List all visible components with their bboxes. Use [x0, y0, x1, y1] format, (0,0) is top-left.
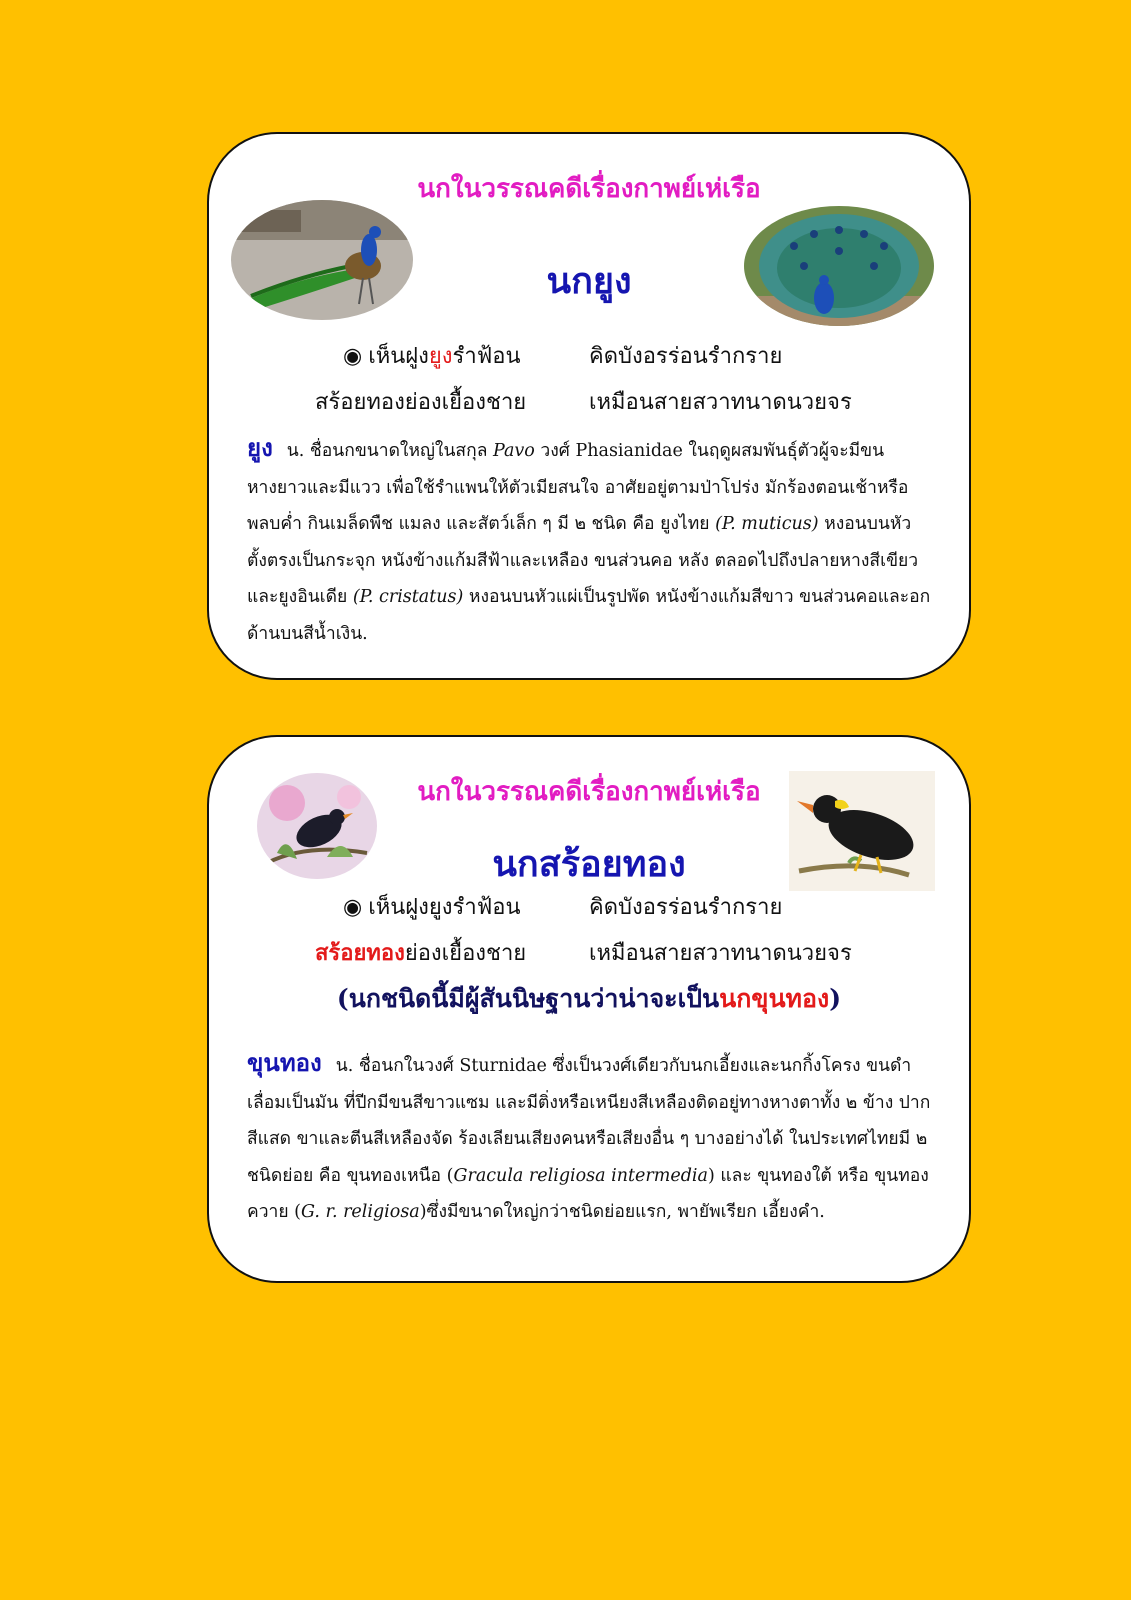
- bird-card-peacock: [207, 132, 971, 680]
- verse-line2-part1: สร้อยทองย่องเยื้องชาย: [315, 940, 527, 966]
- verse-line1-part1: ◉ เห็นฝูงยูงรำฟ้อน: [343, 895, 521, 920]
- bird-name: นกสร้อยทอง: [492, 844, 686, 885]
- verse-line2-part2: เหมือนสายสวาทนาดนวยจร: [589, 941, 852, 966]
- verse-line1-part2: คิดบังอรร่อนรำกราย: [589, 344, 783, 369]
- verse-line1-part1: ◉ เห็นฝูงยูงรำฟ้อน: [343, 344, 521, 369]
- verse-line2-part1: สร้อยทองย่องเยื้องชาย: [315, 390, 527, 415]
- verse-line1-part2: คิดบังอรร่อนรำกราย: [589, 895, 783, 920]
- series-title: นกในวรรณคดีเรื่องกาพย์เห่เรือ: [417, 777, 761, 807]
- hypothesis-note: (นกชนิดนี้มีผู้สันนิษฐานว่าน่าจะเป็นนกขุนทอง): [336, 984, 842, 1013]
- bullet-icon: ◉: [343, 895, 363, 920]
- bird-card-myna: [207, 735, 971, 1283]
- definition-paragraph: ยูง น. ชื่อนกขนาดใหญ่ในสกุล Pavo วงศ์ Phasianidae ในฤดูผสมพันธุ์ตัวผู้จะมีขนหางยาวและมีแวว เพื่อใช้รำแพนให้ตัวเมียสนใจ อาศัยอยู่ตามป่าโปร่ง มักร้องตอนเช้าหรือพลบค่ำ กินเมล็ดพืช แมลง และสัตว์เล็ก ๆ มี ๒ ชนิด คือ ยูงไทย (P. muticus) หงอนบนหัวตั้งตรงเป็นกระจุก หนังข้างแก้มสีฟ้าและเหลือง ขนส่วนคอ หลัง ตลอดไปถึงปลายหางสีเขียว และยูงอินเดีย (P. cristatus) หงอนบนหัวแผ่เป็นรูปพัด หนังข้างแก้มสีขาว ขนส่วนคอและอกด้านบนสีน้ำเงิน.: [247, 433, 931, 644]
- definition-headword: ขุนทอง: [247, 1048, 322, 1077]
- highlighted-word: นกขุนทอง: [719, 984, 830, 1013]
- verse-line2-part2: เหมือนสายสวาทนาดนวยจร: [589, 390, 852, 415]
- highlighted-word: สร้อยทอง: [315, 940, 405, 966]
- series-title: นกในวรรณคดีเรื่องกาพย์เห่เรือ: [417, 174, 761, 204]
- definition-paragraph: ขุนทอง น. ชื่อนกในวงศ์ Sturnidae ซึ่งเป็นวงศ์เดียวกับนกเอี้ยงและนกกิ้งโครง ขนดำเลื่อมเป็นมัน ที่ปีกมีขนสีขาวแซม และมีติ่งหรือเหนียงสีเหลืองติดอยู่ทางหางตาทั้ง ๒ ข้าง ปากสีแสด ขาและตีนสีเหลืองจัด ร้องเลียนเสียงคนหรือเสียงอื่น ๆ บางอย่างได้ ในประเทศไทยมี ๒ ชนิดย่อย คือ ขุนทองเหนือ (Gracula religiosa intermedia) และ ขุนทองใต้ หรือ ขุนทองควาย (G. r. religiosa)ซึ่งมีขนาดใหญ่กว่าชนิดย่อยแรก, พายัพเรียก เอี้ยงคำ.: [247, 1048, 931, 1222]
- bullet-icon: ◉: [343, 344, 363, 369]
- highlighted-word: ยูง: [428, 344, 453, 369]
- definition-headword: ยูง: [247, 433, 273, 462]
- bird-name: นกยูง: [546, 261, 632, 302]
